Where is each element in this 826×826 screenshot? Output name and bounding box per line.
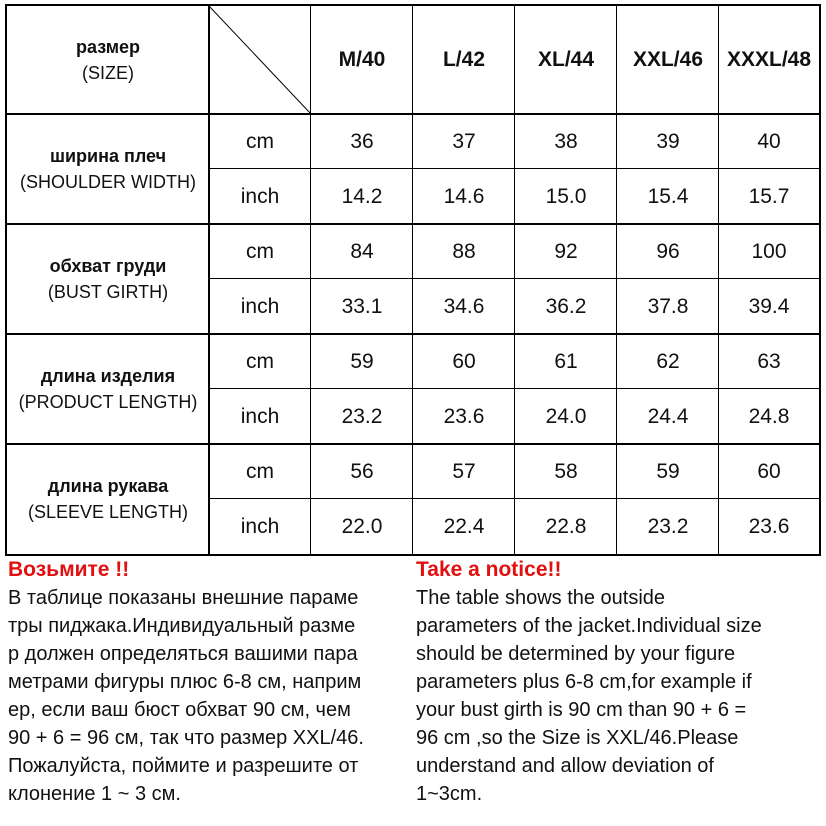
notice-en-line: should be determined by your figure — [416, 643, 736, 665]
value-cell-cm: 61 — [554, 349, 578, 373]
measurement-category-label — [7, 334, 209, 444]
category-label-en: (SHOULDER WIDTH) — [20, 172, 196, 192]
value-cell-cm: 62 — [656, 349, 680, 373]
size-label-ru: размер — [75, 37, 141, 57]
unit-inch-label: inch — [240, 404, 280, 428]
notice-en-line: parameters plus 6-8 cm,for example if — [416, 671, 752, 693]
value-cell-inch: 15.4 — [647, 184, 689, 208]
value-cell-cm: 39 — [656, 129, 680, 153]
value-cell-cm: 56 — [350, 459, 374, 483]
value-cell-inch: 22.8 — [545, 514, 587, 538]
notice-ru-line: тры пиджака.Индивидуальный разме — [8, 615, 356, 637]
notice-en-line: 96 cm ,so the Size is XXL/46.Please — [416, 727, 739, 749]
size-label-en: (SIZE) — [82, 63, 134, 83]
value-cell-inch: 34.6 — [443, 294, 485, 318]
unit-inch-label: inch — [240, 184, 280, 208]
value-cell-inch: 24.8 — [748, 404, 790, 428]
size-header-l-42: L/42 — [442, 48, 486, 71]
notice-en-line: 1~3cm. — [416, 783, 483, 805]
value-cell-cm: 59 — [350, 349, 374, 373]
notice-ru-title: Возьмите !! — [8, 558, 130, 581]
value-cell-cm: 36 — [350, 129, 374, 153]
unit-cm-label: cm — [246, 239, 274, 263]
notice-en-line: understand and allow deviation of — [416, 755, 714, 777]
value-cell-inch: 23.6 — [443, 404, 485, 428]
value-cell-inch: 15.0 — [545, 184, 587, 208]
unit-cm-label: cm — [246, 349, 274, 373]
value-cell-inch: 22.4 — [443, 514, 485, 538]
value-cell-cm: 63 — [757, 349, 781, 373]
notice-en-line: your bust girth is 90 cm than 90 + 6 = — [416, 699, 747, 721]
unit-inch-label: inch — [240, 294, 280, 318]
value-cell-cm: 40 — [757, 129, 781, 153]
size-header-label — [7, 6, 209, 114]
notice-ru-line: метрами фигуры плюс 6-8 см, наприм — [8, 671, 362, 693]
header-diagonal-line — [209, 6, 311, 114]
value-cell-cm: 84 — [350, 239, 374, 263]
value-cell-cm: 57 — [452, 459, 476, 483]
notice-en-line: The table shows the outside — [416, 587, 666, 609]
value-cell-inch: 36.2 — [545, 294, 587, 318]
value-cell-cm: 37 — [452, 129, 476, 153]
category-label-ru: длина изделия — [40, 366, 176, 386]
notice-en-title: Take a notice!! — [416, 558, 562, 581]
value-cell-inch: 37.8 — [647, 294, 689, 318]
notice-ru-line: 90 + 6 = 96 см, так что размер XXL/46. — [8, 727, 364, 749]
size-header-xxl-46: XXL/46 — [632, 48, 704, 71]
unit-cm-label: cm — [246, 129, 274, 153]
value-cell-inch: 23.6 — [748, 514, 790, 538]
measurement-category-label — [7, 114, 209, 224]
unit-inch-label: inch — [240, 514, 280, 538]
size-header-xl-44: XL/44 — [537, 48, 595, 71]
value-cell-cm: 58 — [554, 459, 578, 483]
notice-ru — [8, 556, 408, 808]
notice-ru-line: р должен определяться вашими пара — [8, 643, 358, 665]
value-cell-inch: 39.4 — [748, 294, 790, 318]
value-cell-cm: 59 — [656, 459, 680, 483]
value-cell-inch: 33.1 — [341, 294, 383, 318]
category-label-en: (SLEEVE LENGTH) — [27, 502, 189, 522]
value-cell-cm: 60 — [757, 459, 781, 483]
category-label-ru: обхват груди — [49, 256, 167, 276]
value-cell-cm: 92 — [554, 239, 578, 263]
notice-ru-line: Пожалуйста, поймите и разрешите от — [8, 755, 359, 777]
value-cell-inch: 23.2 — [341, 404, 383, 428]
category-label-en: (BUST GIRTH) — [47, 282, 169, 302]
size-header-xxxl-48: XXXL/48 — [726, 48, 812, 71]
value-cell-inch: 22.0 — [341, 514, 383, 538]
value-cell-cm: 60 — [452, 349, 476, 373]
measurement-category-label — [7, 224, 209, 334]
value-cell-cm: 96 — [656, 239, 680, 263]
size-chart-table — [5, 4, 821, 556]
category-label-ru: длина рукава — [47, 476, 169, 496]
notice-ru-line: ер, если ваш бюст обхват 90 см, чем — [8, 699, 351, 721]
value-cell-inch: 24.4 — [647, 404, 689, 428]
notice-en-line: parameters of the jacket.Individual size — [416, 615, 762, 637]
category-label-en: (PRODUCT LENGTH) — [18, 392, 198, 412]
value-cell-cm: 100 — [751, 239, 787, 263]
notice-en — [416, 556, 822, 808]
unit-cm-label: cm — [246, 459, 274, 483]
value-cell-inch: 23.2 — [647, 514, 689, 538]
measurement-category-label — [7, 444, 209, 554]
value-cell-cm: 88 — [452, 239, 476, 263]
value-cell-cm: 38 — [554, 129, 578, 153]
notice-ru-line: В таблице показаны внешние параме — [8, 587, 359, 609]
value-cell-inch: 15.7 — [748, 184, 790, 208]
category-label-ru: ширина плеч — [49, 146, 167, 166]
value-cell-inch: 24.0 — [545, 404, 587, 428]
size-header-m-40: M/40 — [338, 48, 386, 71]
value-cell-inch: 14.6 — [443, 184, 485, 208]
value-cell-inch: 14.2 — [341, 184, 383, 208]
notice-ru-line: клонение 1 ~ 3 см. — [8, 783, 181, 805]
